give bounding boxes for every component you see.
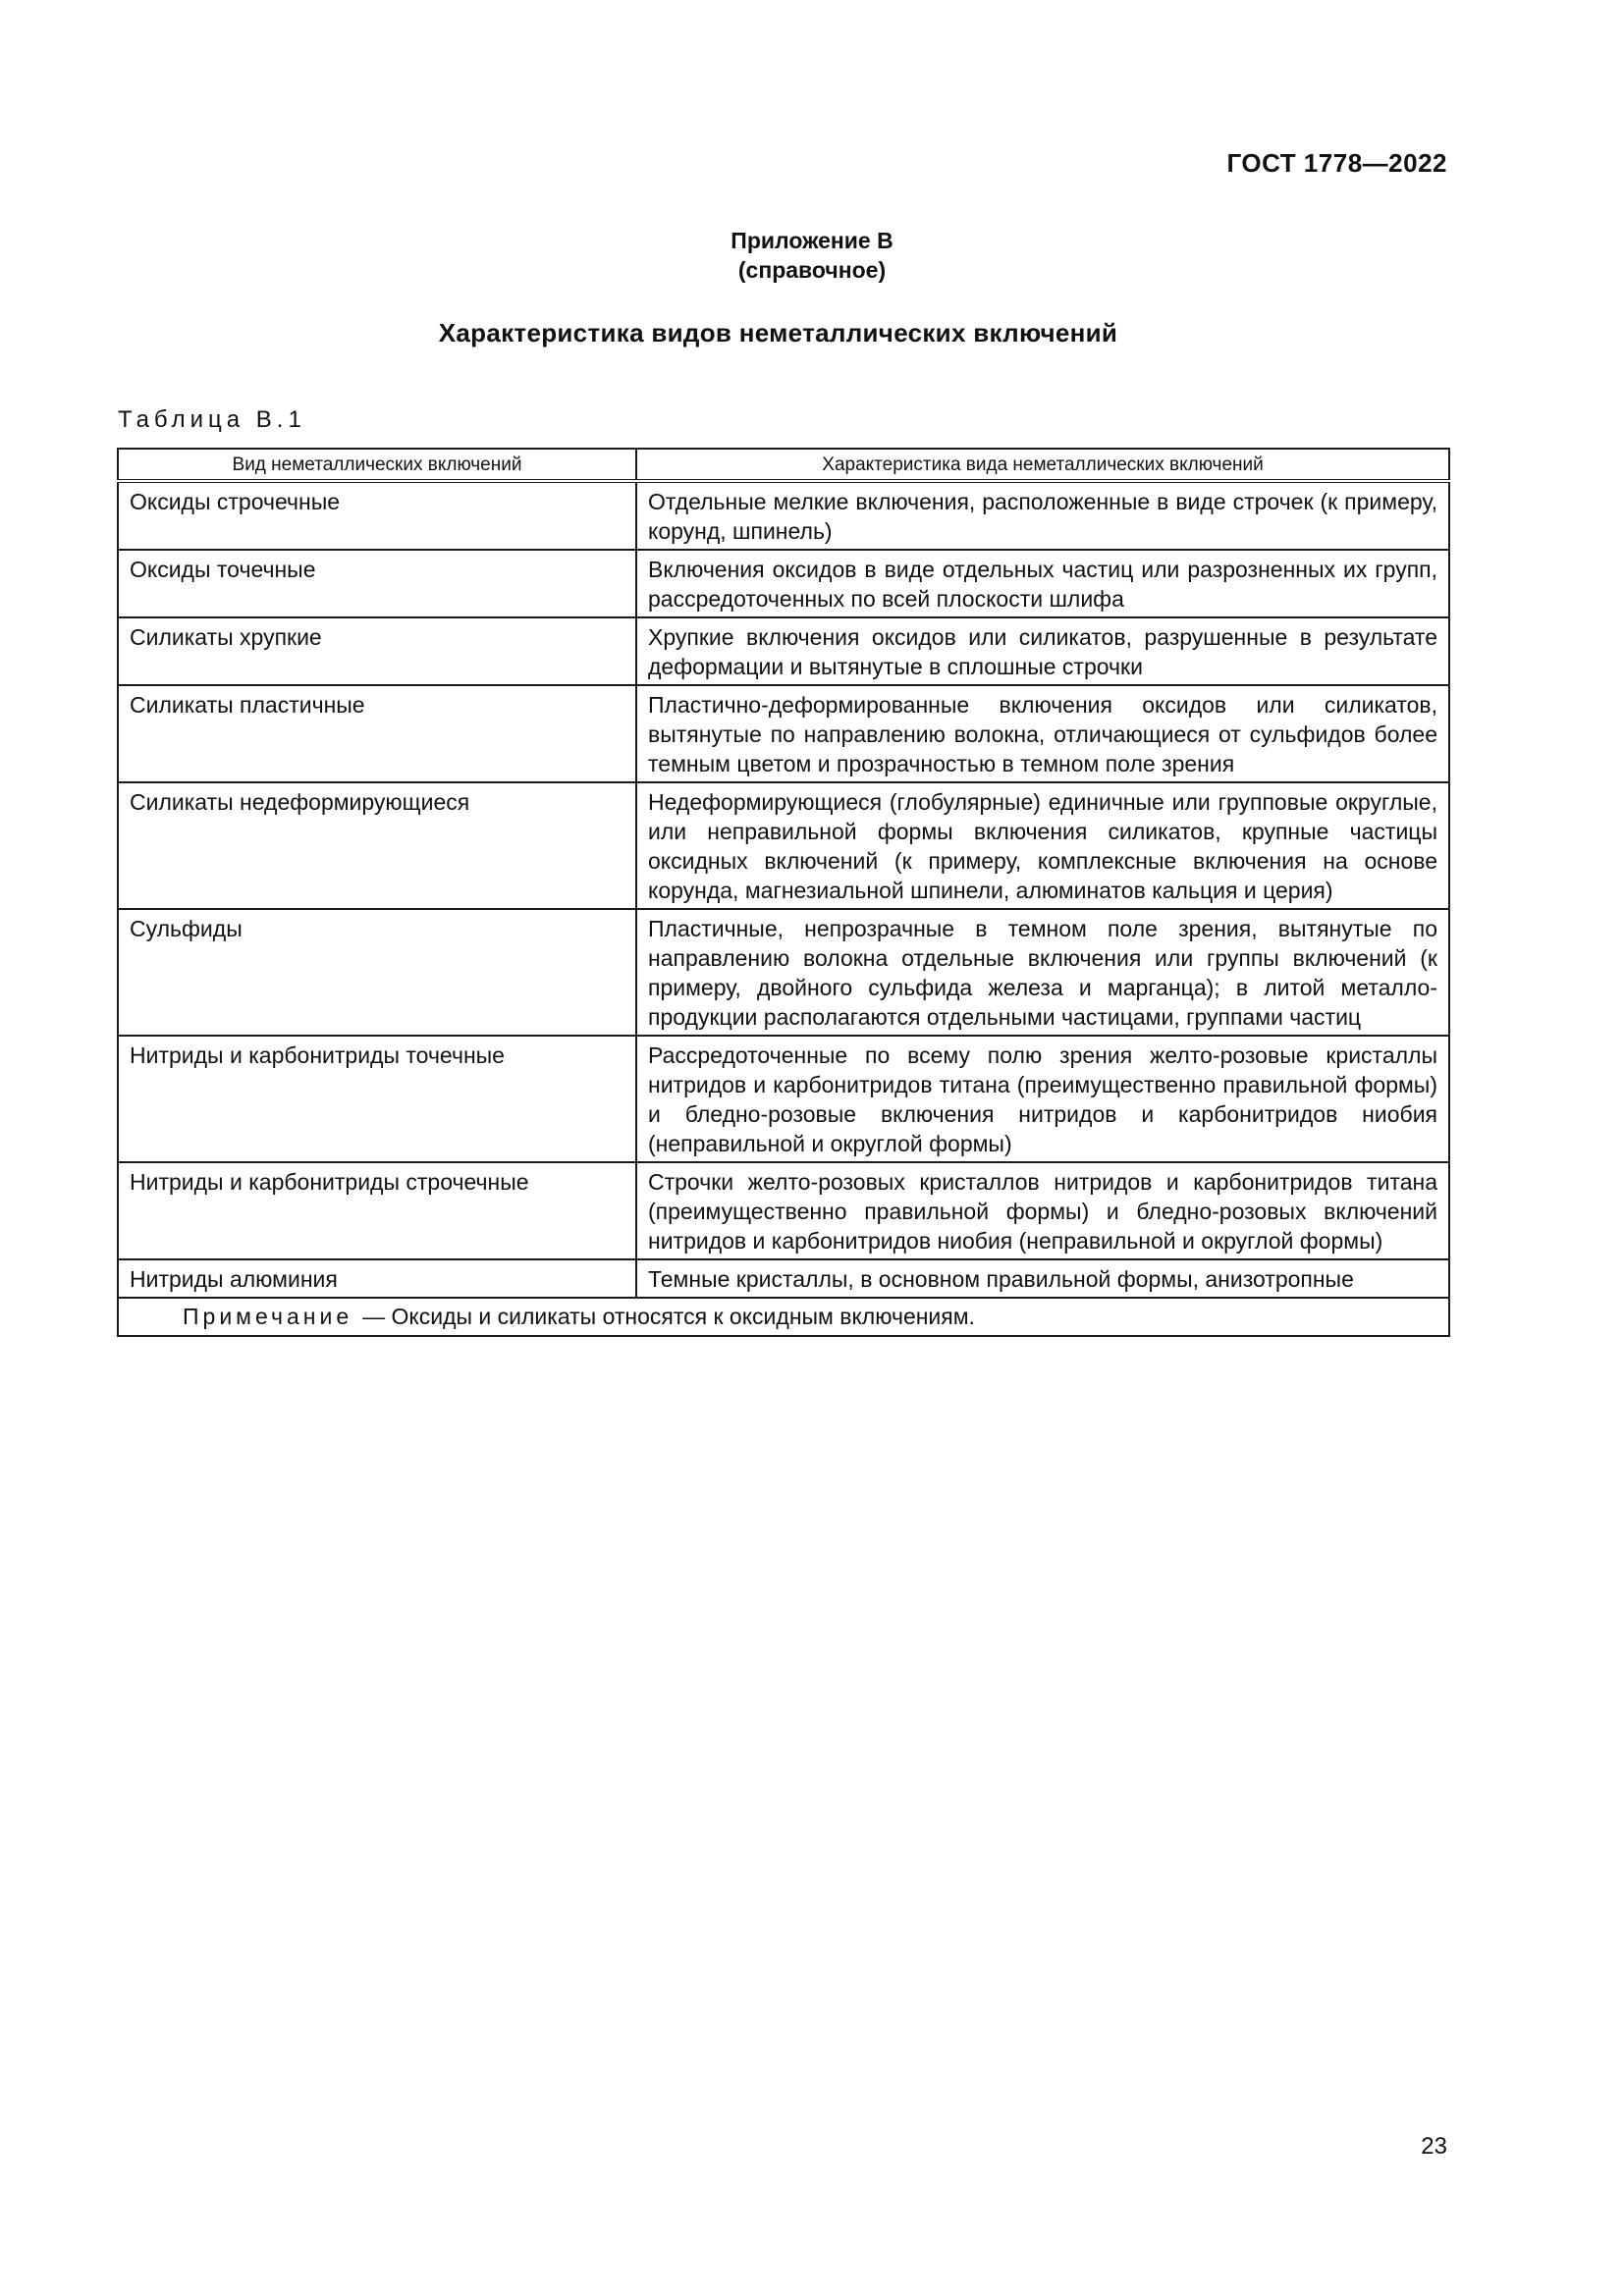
inclusion-description: Строчки желто-розовых кристаллов нитридов и карбонитридов титана (преимущественно правильной формы) и бледно-розовых включений нитридов и карбонитридов ниобия (неправильной и округлой формы) bbox=[636, 1162, 1449, 1259]
inclusion-description: Пластично-деформированные включения оксидов или силикатов, вытянутые по направлению волокна, отличающиеся от сульфидов более темным цветом и прозрачностью в темном поле зрения bbox=[636, 685, 1449, 782]
inclusion-description: Хрупкие включения оксидов или силикатов, разрушенные в результате деформации и вытянутые в сплошные строчки bbox=[636, 617, 1449, 685]
inclusion-description: Недеформирующиеся (глобулярные) единичные или групповые округлые, или неправильной формы включения силикатов, крупные частицы оксидных включений (к примеру, комплексные включения на основе корунда, магнезиальной шпинели, алюминатов кальция и церия) bbox=[636, 782, 1449, 909]
annex-title: Приложение В bbox=[731, 228, 893, 253]
table-header-row bbox=[118, 449, 1449, 481]
inclusion-type: Оксиды точечные bbox=[118, 550, 636, 617]
table-caption: Таблица В.1 bbox=[118, 406, 306, 433]
section-title: Характеристика видов неметаллических включений bbox=[438, 318, 1118, 347]
note-text: — Оксиды и силикаты относятся к оксидным включениям. bbox=[362, 1304, 975, 1329]
inclusion-type: Сульфиды bbox=[118, 909, 636, 1036]
inclusion-description: Темные кристаллы, в основном правильной формы, анизотропные bbox=[636, 1259, 1449, 1298]
column-header-description: Характеристика вида неметаллических включений bbox=[636, 449, 1449, 481]
inclusion-description: Пластичные, непрозрачные в темном поле зрения, вытянутые по направлению волокна отдельные включения или группы включений (к примеру, двойного сульфида железа и марганца); в литой металлопродукции располагаются отдельными частицами, группами частиц bbox=[636, 909, 1449, 1036]
note-label: Примечание bbox=[183, 1304, 353, 1329]
table-row bbox=[118, 782, 1449, 909]
inclusion-type: Силикаты недеформирующиеся bbox=[118, 782, 636, 909]
table-row bbox=[118, 481, 1449, 550]
table-row bbox=[118, 1036, 1449, 1162]
table-note bbox=[118, 1298, 1449, 1336]
table-row bbox=[118, 685, 1449, 782]
inclusion-description: Включения оксидов в виде отдельных частиц или разрозненных их групп, рассредоточенных по всей плоскости шлифа bbox=[636, 550, 1449, 617]
column-header-type: Вид неметаллических включений bbox=[118, 449, 636, 481]
table-row bbox=[118, 617, 1449, 685]
table-row bbox=[118, 1162, 1449, 1259]
inclusions-table bbox=[117, 448, 1450, 1337]
inclusion-type: Нитриды и карбонитриды точечные bbox=[118, 1036, 636, 1162]
inclusion-type: Нитриды и карбонитриды строчечные bbox=[118, 1162, 636, 1259]
table-note-row bbox=[118, 1298, 1449, 1336]
inclusion-type: Силикаты пластичные bbox=[118, 685, 636, 782]
document-number: ГОСТ 1778—2022 bbox=[1226, 148, 1447, 178]
annex-status: (справочное) bbox=[737, 257, 887, 283]
page-number: 23 bbox=[1421, 2133, 1447, 2160]
annex-heading bbox=[0, 226, 1624, 285]
table-row bbox=[118, 1259, 1449, 1298]
inclusion-description: Рассредоточенные по всему полю зрения желто-розовые кристаллы нитридов и карбонитридов титана (преимущественно правильной формы) и бледно-розовые включения нитридов и карбонитридов ниобия (неправильной и округлой формы) bbox=[636, 1036, 1449, 1162]
inclusion-type: Силикаты хрупкие bbox=[118, 617, 636, 685]
table-row bbox=[118, 909, 1449, 1036]
inclusion-type: Нитриды алюминия bbox=[118, 1259, 636, 1298]
inclusion-type: Оксиды строчечные bbox=[118, 481, 636, 550]
table-row bbox=[118, 550, 1449, 617]
inclusion-description: Отдельные мелкие включения, расположенные в виде строчек (к примеру, корунд, шпинель) bbox=[636, 481, 1449, 550]
